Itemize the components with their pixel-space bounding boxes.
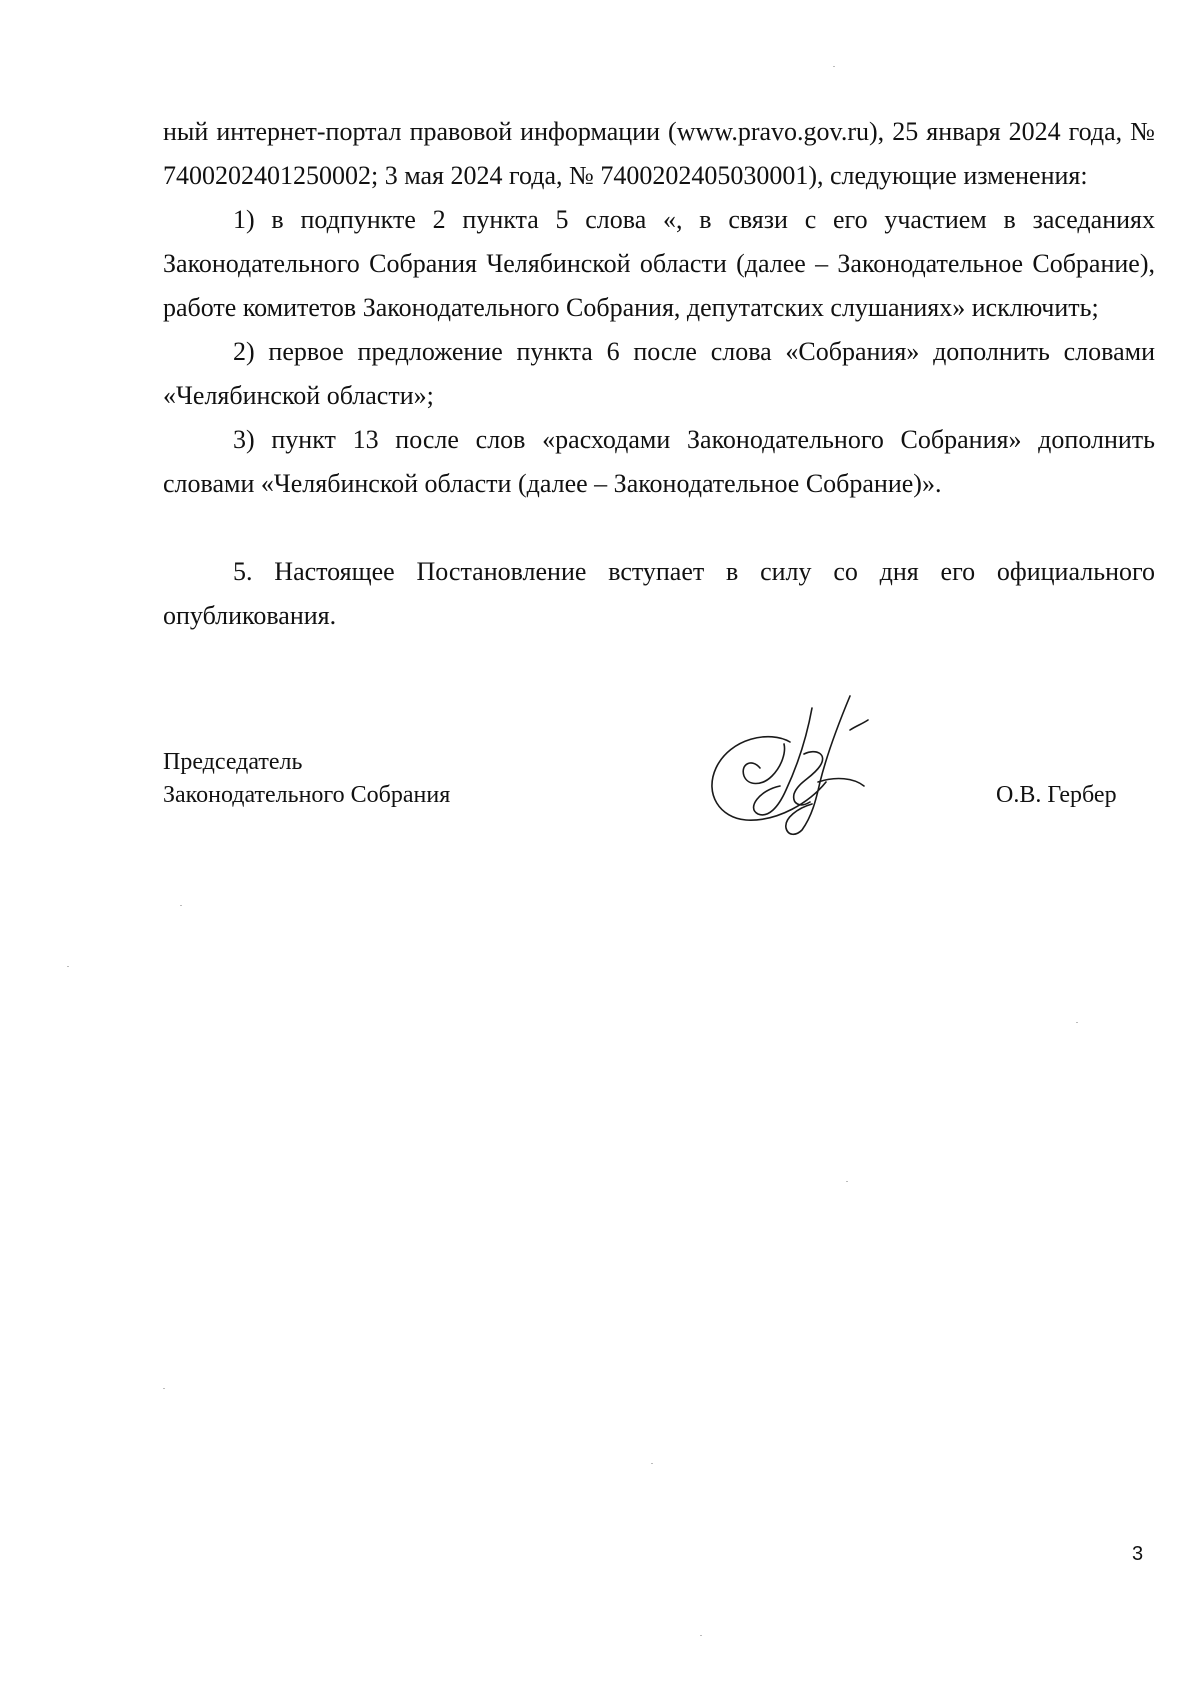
handwritten-signature	[700, 690, 920, 840]
signatory-title	[163, 746, 450, 812]
paragraph-item-1: 1) в подпункте 2 пункта 5 слова «, в связи с его участием в заседаниях Законодательного Собрания Челябинской области (далее – Законодательное Собрание), работе комитетов Законодательного Собрания, депутатских слушаниях» исключить;	[163, 205, 1155, 322]
page-number: 3	[1132, 1543, 1144, 1565]
signatory-title-line-2: Законодательного Собрания	[163, 782, 451, 808]
paragraph-continuation: ный интернет-портал правовой информации (www.pravo.gov.ru), 25 января 2024 года, № 7400202401250002; 3 мая 2024 года, № 7400202405030001), следующие изменения:	[163, 117, 1155, 190]
paragraph-clause-5: 5. Настоящее Постановление вступает в силу со дня его официального опубликования.	[163, 557, 1155, 630]
scan-speck	[700, 1635, 702, 1636]
scan-speck	[833, 66, 835, 67]
scan-speck	[163, 1388, 165, 1389]
scan-speck	[1076, 1022, 1078, 1023]
scan-speck	[180, 905, 182, 906]
paragraph-item-3: 3) пункт 13 после слов «расходами Законодательного Собрания» дополнить словами «Челябинской области (далее – Законодательное Собрание)».	[163, 425, 1155, 498]
scan-speck	[846, 1181, 848, 1182]
signatory-name: О.В. Гербер	[996, 782, 1117, 808]
paragraph-item-2: 2) первое предложение пункта 6 после слова «Собрания» дополнить словами «Челябинской области»;	[163, 337, 1155, 410]
signatory-title-line-1: Председатель	[163, 749, 303, 775]
document-body	[163, 110, 1155, 638]
scan-speck	[67, 966, 69, 967]
scan-speck	[651, 1463, 653, 1464]
